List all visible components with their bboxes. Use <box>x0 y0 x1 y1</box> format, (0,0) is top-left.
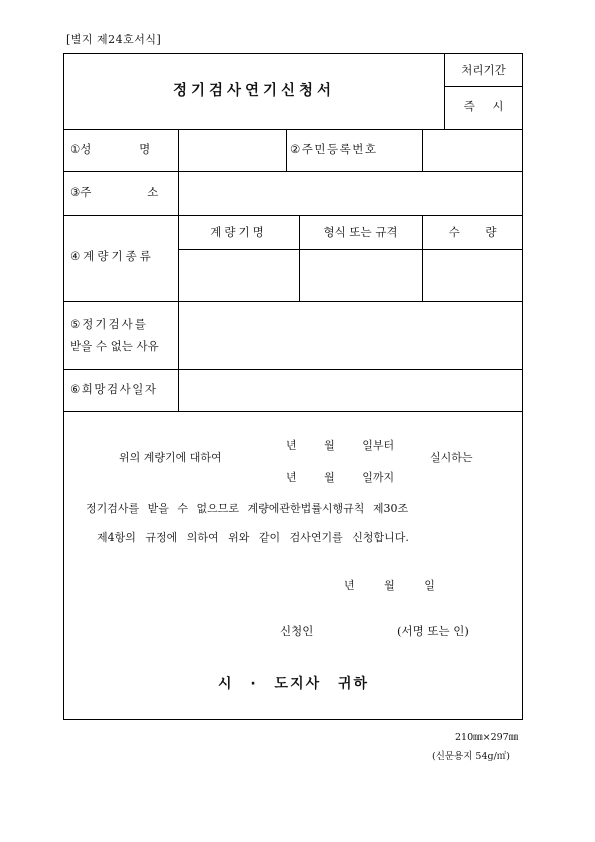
reason-label-line1: ⑤정기검사를 <box>70 317 148 331</box>
statement-line2: 정기검사를 받을 수 없으므로 계량에관한법률시행규칙 제30조 <box>86 502 409 515</box>
rule-processing <box>444 86 523 87</box>
rule-row6-bottom <box>64 411 523 412</box>
processing-period-label: 처리기간 <box>461 63 506 77</box>
applicant-label: 신청인 <box>280 624 314 638</box>
rule-resident-right <box>422 129 423 171</box>
rule-label-column <box>178 129 179 411</box>
resident-number-label: ②주민등록번호 <box>290 142 378 156</box>
rule-instrument-header <box>178 249 523 250</box>
addressee: 시 · 도지사 귀하 <box>217 676 370 692</box>
instrument-type-label: ④계량기종류 <box>70 249 154 263</box>
application-form <box>63 53 523 720</box>
paper-type: (신문용지 54g/㎡) <box>432 751 511 762</box>
form-title: 정기검사연기신청서 <box>172 83 336 99</box>
statement-from-date: 년 월 일부터 <box>286 439 395 452</box>
signature-placeholder: (서명 또는 인) <box>397 624 469 638</box>
processing-period-value: 즉 시 <box>463 99 504 113</box>
rule-row4-bottom <box>64 301 523 302</box>
statement-prefix: 위의 계량기에 대하여 <box>119 451 222 464</box>
reason-label-line2: 받을 수 없는 사유 <box>70 339 159 353</box>
rule-row1-bottom <box>64 171 523 172</box>
statement-suffix: 실시하는 <box>430 451 473 464</box>
address-label: ③주 소 <box>70 185 159 199</box>
rule-title-bottom <box>64 129 523 130</box>
rule-row3-bottom <box>64 215 523 216</box>
instrument-col-qty: 수 량 <box>448 225 497 239</box>
rule-resident-left <box>286 129 287 171</box>
instrument-col-name: 계량기명 <box>210 225 267 239</box>
rule-row5-bottom <box>64 369 523 370</box>
name-label: ①성 명 <box>70 142 151 156</box>
paper-size: 210㎜×297㎜ <box>455 732 519 743</box>
instrument-col-spec: 형식 또는 규격 <box>323 225 398 239</box>
form-number-label: [별지 제24호서식] <box>66 33 162 46</box>
application-date: 년 월 일 <box>344 579 435 592</box>
statement-to-date: 년 월 일까지 <box>286 471 395 484</box>
statement-line3: 제4항의 규정에 의하여 위와 같이 검사연기를 신청합니다. <box>97 531 409 544</box>
desired-date-label: ⑥희망검사일자 <box>70 382 158 396</box>
